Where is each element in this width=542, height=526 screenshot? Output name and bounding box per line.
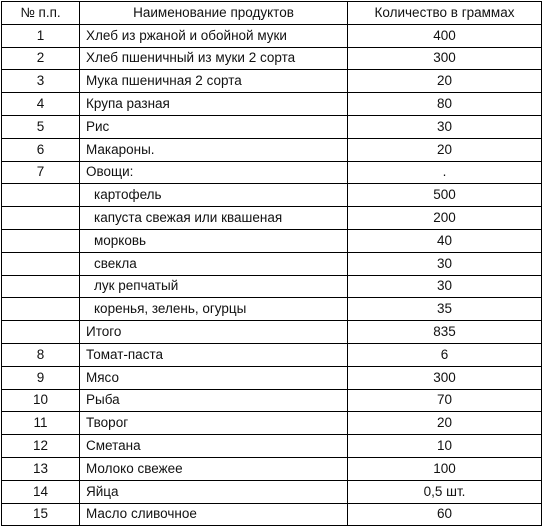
quantity-cell: 20	[348, 412, 542, 435]
row-number-cell: 14	[2, 480, 80, 503]
table-row	[2, 229, 542, 252]
quantity-cell: 300	[348, 47, 542, 70]
product-name-cell: свекла	[80, 252, 348, 275]
product-name-cell: Творог	[80, 412, 348, 435]
table-row	[2, 298, 542, 321]
product-name-cell: морковь	[80, 229, 348, 252]
quantity-cell: .	[348, 161, 542, 184]
table-row	[2, 412, 542, 435]
quantity-cell: 300	[348, 366, 542, 389]
quantity-cell: 35	[348, 298, 542, 321]
food-norms-table	[1, 1, 542, 526]
row-number-cell: 2	[2, 47, 80, 70]
product-name-cell: капуста свежая или квашеная	[80, 207, 348, 230]
product-name-cell: картофель	[80, 184, 348, 207]
table-row	[2, 47, 542, 70]
row-number-cell: 15	[2, 503, 80, 526]
quantity-cell: 80	[348, 93, 542, 116]
row-number-cell: 7	[2, 161, 80, 184]
table-row	[2, 161, 542, 184]
row-number-cell: 8	[2, 343, 80, 366]
table-row	[2, 435, 542, 458]
product-name-cell: Макароны.	[80, 138, 348, 161]
row-number-cell	[2, 275, 80, 298]
product-name-cell: Хлеб пшеничный из муки 2 сорта	[80, 47, 348, 70]
row-number-cell	[2, 321, 80, 344]
quantity-cell: 835	[348, 321, 542, 344]
product-name-cell: Яйца	[80, 480, 348, 503]
product-name-cell: Молоко свежее	[80, 457, 348, 480]
row-number-cell	[2, 252, 80, 275]
product-name-cell: коренья, зелень, огурцы	[80, 298, 348, 321]
row-number-cell: 11	[2, 412, 80, 435]
quantity-cell: 0,5 шт.	[348, 480, 542, 503]
table-row	[2, 115, 542, 138]
table-row	[2, 24, 542, 47]
quantity-cell: 400	[348, 24, 542, 47]
table-row	[2, 138, 542, 161]
table-row	[2, 366, 542, 389]
table-row	[2, 343, 542, 366]
product-name-cell: Мука пшеничная 2 сорта	[80, 70, 348, 93]
quantity-cell: 6	[348, 343, 542, 366]
table-row	[2, 252, 542, 275]
table-row	[2, 457, 542, 480]
table-row	[2, 503, 542, 526]
product-name-cell: Итого	[80, 321, 348, 344]
table-row	[2, 275, 542, 298]
row-number-cell: 3	[2, 70, 80, 93]
product-name-cell: Овощи:	[80, 161, 348, 184]
table-row	[2, 93, 542, 116]
header-quantity: Количество в граммах	[348, 2, 542, 25]
table-row	[2, 70, 542, 93]
header-product-name: Наименование продуктов	[80, 2, 348, 25]
quantity-cell: 200	[348, 207, 542, 230]
quantity-cell: 30	[348, 115, 542, 138]
row-number-cell: 5	[2, 115, 80, 138]
quantity-cell: 40	[348, 229, 542, 252]
row-number-cell: 4	[2, 93, 80, 116]
row-number-cell	[2, 298, 80, 321]
quantity-cell: 30	[348, 275, 542, 298]
product-name-cell: лук репчатый	[80, 275, 348, 298]
quantity-cell: 60	[348, 503, 542, 526]
header-number: № п.п.	[2, 2, 80, 25]
quantity-cell: 20	[348, 70, 542, 93]
row-number-cell: 13	[2, 457, 80, 480]
row-number-cell: 10	[2, 389, 80, 412]
row-number-cell: 6	[2, 138, 80, 161]
row-number-cell	[2, 229, 80, 252]
row-number-cell	[2, 207, 80, 230]
quantity-cell: 30	[348, 252, 542, 275]
product-name-cell: Мясо	[80, 366, 348, 389]
product-name-cell: Крупа разная	[80, 93, 348, 116]
quantity-cell: 20	[348, 138, 542, 161]
table-row	[2, 480, 542, 503]
table-row	[2, 389, 542, 412]
row-number-cell	[2, 184, 80, 207]
row-number-cell: 9	[2, 366, 80, 389]
quantity-cell: 70	[348, 389, 542, 412]
product-name-cell: Масло сливочное	[80, 503, 348, 526]
table-row	[2, 184, 542, 207]
table-row	[2, 321, 542, 344]
row-number-cell: 1	[2, 24, 80, 47]
quantity-cell: 100	[348, 457, 542, 480]
table-header-row	[2, 2, 542, 25]
quantity-cell: 10	[348, 435, 542, 458]
product-name-cell: Рис	[80, 115, 348, 138]
product-name-cell: Рыба	[80, 389, 348, 412]
table-row	[2, 207, 542, 230]
quantity-cell: 500	[348, 184, 542, 207]
product-name-cell: Сметана	[80, 435, 348, 458]
row-number-cell: 12	[2, 435, 80, 458]
product-name-cell: Томат-паста	[80, 343, 348, 366]
product-name-cell: Хлеб из ржаной и обойной муки	[80, 24, 348, 47]
table-body	[2, 24, 542, 526]
